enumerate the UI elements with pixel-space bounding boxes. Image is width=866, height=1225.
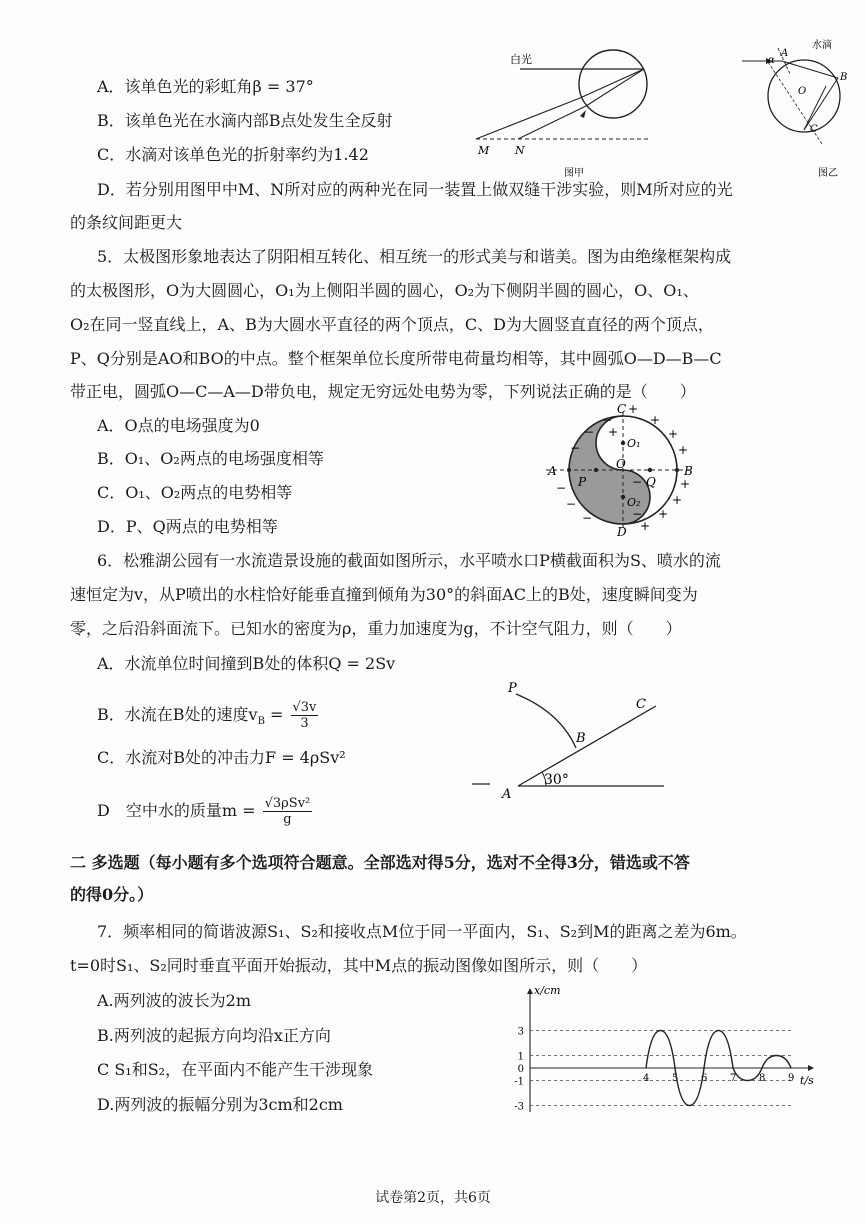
q5-stem-2: 的太极图形，O为大圆圆心，O₁为上侧阳半圆的圆心，O₂为下侧阴半圆的圆心，O、O₁、 [70,281,699,300]
svg-text:−: − [570,441,581,455]
svg-text:+: + [628,402,639,416]
svg-text:+: + [672,493,683,507]
q6-stem-1: 6．松雅湖公园有一水流造景设施的截面如图所示，水平喷水口P横截面积为S、喷水的流 [97,551,721,570]
section-heading-cont: 的得0分。） [70,885,154,904]
svg-text:−: − [566,497,577,511]
q5-option-b: B．O₁、O₂两点的电场强度相等 [97,449,324,468]
y-axis-arrow [527,988,533,994]
q5-stem-4: P、Q分别是AO和BO的中点。整个框架单位长度所带电荷量均相等，其中圆弧O—D—B—C [70,349,722,368]
q7-option-c: C S₁和S₂，在平面内不能产生干涉现象 [97,1060,374,1079]
q6-stem-2: 速恒定为v，从P喷出的水柱恰好能垂直撞到倾角为30°的斜面AC上的B处，速度瞬间变为 [70,585,698,604]
svg-text:+: + [678,443,689,457]
taiji-figure [532,402,702,538]
svg-text:−: − [582,511,593,525]
label-p: P [578,475,587,489]
svg-text:+: + [680,477,691,491]
q7-option-a: A.两列波的波长为2m [97,991,251,1010]
q7-stem-2: t=0时S₁、S₂同时垂直平面开始振动，其中M点的振动图像如图所示，则（ ） [70,956,648,975]
q4-option-b: B．该单色光在水滴内部B点处发生全反射 [97,111,393,130]
label-a: A [548,464,557,478]
label-n: N [515,144,525,157]
q5-option-a: A．O点的电场强度为0 [97,416,260,435]
q6-option-c: C．水流对B处的冲击力F = 4ρSv² [97,748,346,767]
label-o2: O₂ [627,496,641,509]
y-axis-label: x/cm [534,984,561,997]
y-tick-label: -3 [514,1101,524,1113]
label-o: O [616,457,626,471]
rainbow-figure-b [738,34,856,184]
label-b: B [576,731,586,746]
x-tick-label: 6 [701,1073,708,1084]
page-footer: 试卷第2页，共6页 [375,1190,491,1206]
label-o: O [798,86,807,97]
svg-text:+: + [640,519,651,533]
label-b: B [684,464,693,478]
svg-text:−: − [632,507,643,521]
q5-option-d: D．P、Q两点的电势相等 [97,517,278,536]
label-q: Q [646,475,656,489]
q4-option-a: A．该单色光的彩虹角β = 37° [97,77,314,96]
label-d: D [617,525,627,538]
svg-text:+: + [658,507,669,521]
x-tick-label: 9 [788,1073,795,1084]
rainbow-figure-a [468,36,668,186]
q6-option-a: A．水流单位时间撞到B处的体积Q = 2Sv [97,654,396,673]
label-alpha: α [768,55,775,66]
q4-option-d: D．若分别用图甲中M、N所对应的两种光在同一装置上做双缝干涉实验，则M所对应的光 [97,180,733,199]
q7-option-d: D.两列波的振幅分别为3cm和2cm [97,1095,343,1114]
x-tick-label: 7 [730,1073,737,1084]
svg-text:+: + [650,413,661,427]
q6-stem-3: 零，之后沿斜面流下。已知水的密度为ρ，重力加速度为g，不计空气阻力，则（ ） [70,619,682,638]
figure-a-caption: 图甲 [564,168,584,179]
q6-option-d: D 空中水的质量m = $\frac{\text{√3ρSv²}}{g}$ [97,796,311,827]
svg-text:+: + [668,427,679,441]
water-jet-figure [460,672,670,806]
label-b: B [840,72,848,83]
angle-label: 30° [544,772,569,788]
q7-option-b: B.两列波的起振方向均沿x正方向 [97,1026,331,1045]
label-a: A [502,787,512,802]
x-tick-label: 4 [643,1073,650,1084]
label-p: P [508,681,517,696]
water-drop-label: 水滴 [812,40,832,51]
svg-text:+: + [608,425,619,439]
x-tick-label: 5 [672,1073,679,1084]
white-light-label: 白光 [510,53,532,66]
q4-option-c: C．水滴对该单色光的折射率约为1.42 [97,145,369,164]
q6-option-b: B．水流在B处的速度$v_B$ = $\frac{√3v}{3}$ [97,700,317,731]
y-tick-label: 1 [517,1051,524,1063]
x-tick-label: 8 [759,1073,766,1084]
x-axis-arrow [808,1065,814,1071]
y-tick-label: 3 [517,1026,524,1038]
vibration-graph [490,980,820,1120]
section-heading: 二 多选题（每小题有多个选项符合题意。全部选对得5分，选对不全得3分，错选或不答 [70,853,690,872]
label-c: C [617,402,627,416]
q4-option-d-cont: 的条纹间距更大 [70,213,183,232]
x-axis-label: t/s [800,1074,814,1087]
y-tick-label: -1 [514,1076,524,1088]
q5-option-c: C．O₁、O₂两点的电势相等 [97,483,293,502]
q5-stem-3: O₂在同一竖直线上，A、B为大圆水平直径的两个顶点，C、D为大圆竖直直径的两个顶点， [70,315,714,334]
label-a: A [781,48,789,59]
label-m: M [478,144,490,157]
y-tick-label: 0 [517,1064,524,1075]
label-c: C [810,124,818,135]
svg-text:−: − [632,475,643,489]
svg-text:−: − [556,481,567,495]
q5-stem-5: 带正电，圆弧O—C—A—D带负电，规定无穷远处电势为零，下列说法正确的是（ ） [70,382,696,401]
label-c: C [636,697,646,712]
svg-text:−: − [602,413,613,427]
label-o1: O₁ [627,437,641,450]
svg-text:−: − [584,425,595,439]
figure-b-caption: 图乙 [818,168,838,179]
q5-stem-1: 5．太极图形象地表达了阴阳相互转化、相互统一的形式美与和谐美。图为由绝缘框架构成 [97,247,732,266]
q7-stem-1: 7．频率相同的简谐波源S₁、S₂和接收点M位于同一平面内，S₁、S₂到M的距离之差为6m。 [97,922,747,941]
